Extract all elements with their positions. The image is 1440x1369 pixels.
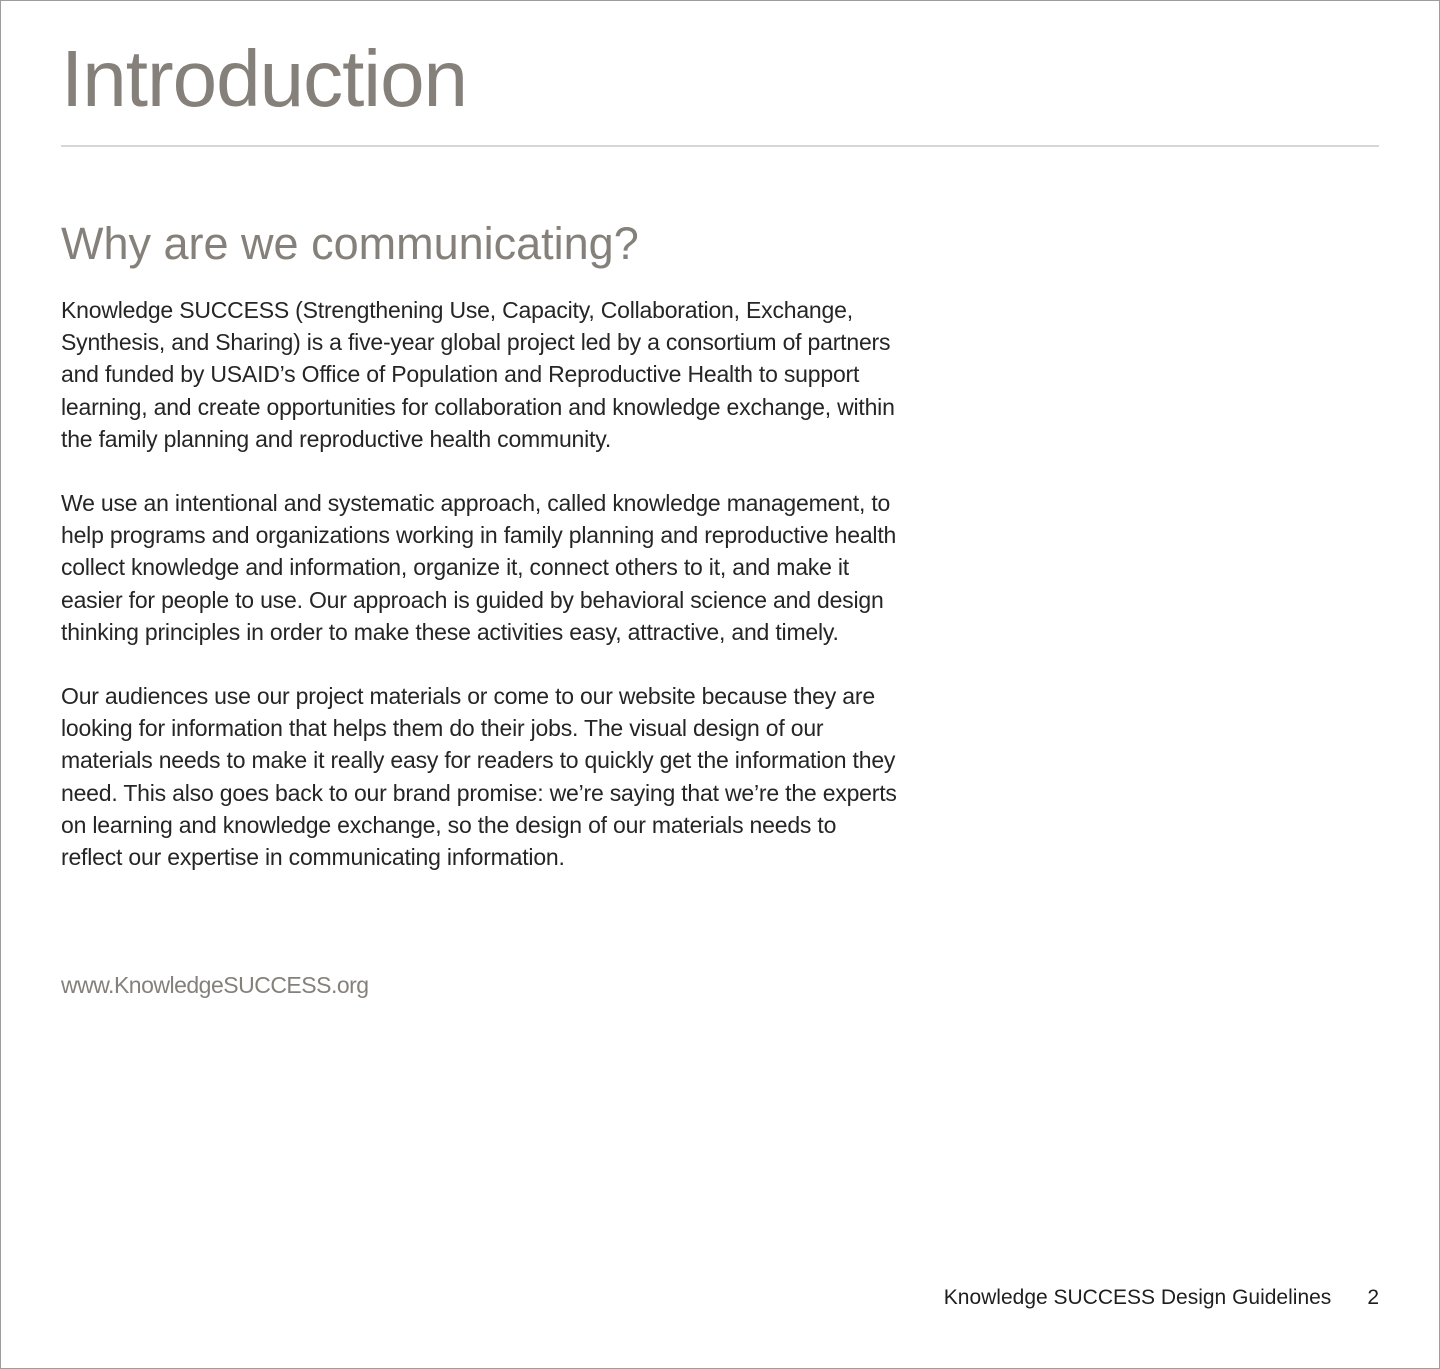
paragraph-audiences: Our audiences use our project materials or come to our website because they are looking for information that helps them do their jobs. The visual design of our materials needs to make it really easy for readers to quickly get the information they need. This also goes back to our brand promise: we’re saying that we’re the experts on learning and knowledge exchange, so the design of our materials needs to reflect our expertise in communicating information. <box>61 683 897 871</box>
paragraph-intro: Knowledge SUCCESS (Strengthening Use, Capacity, Collaboration, Exchange, Synthesis, and Sharing) is a five-year global project led by a consortium of partners and funded by USAID’s Office of Population and Reproductive Health to support learning, and create opportunities for collaboration and knowledge exchange, within the family planning and reproductive health community. <box>61 297 895 452</box>
page-title: Introduction <box>61 34 468 123</box>
section-heading: Why are we communicating? <box>61 218 639 269</box>
paragraph-approach: We use an intentional and systematic approach, called knowledge management, to help programs and organizations working in family planning and reproductive health collect knowledge and information, organize it, connect others to it, and make it easier for people to use. Our approach is guided by behavioral science and design thinking principles in order to make these activities easy, attractive, and timely. <box>61 490 897 645</box>
website-link[interactable]: www.KnowledgeSUCCESS.org <box>61 972 369 998</box>
title-divider <box>61 145 1379 147</box>
body-text <box>61 294 901 905</box>
page-footer <box>944 1286 1379 1310</box>
page-number: 2 <box>1367 1286 1379 1309</box>
footer-document-title: Knowledge SUCCESS Design Guidelines <box>943 1286 1332 1309</box>
